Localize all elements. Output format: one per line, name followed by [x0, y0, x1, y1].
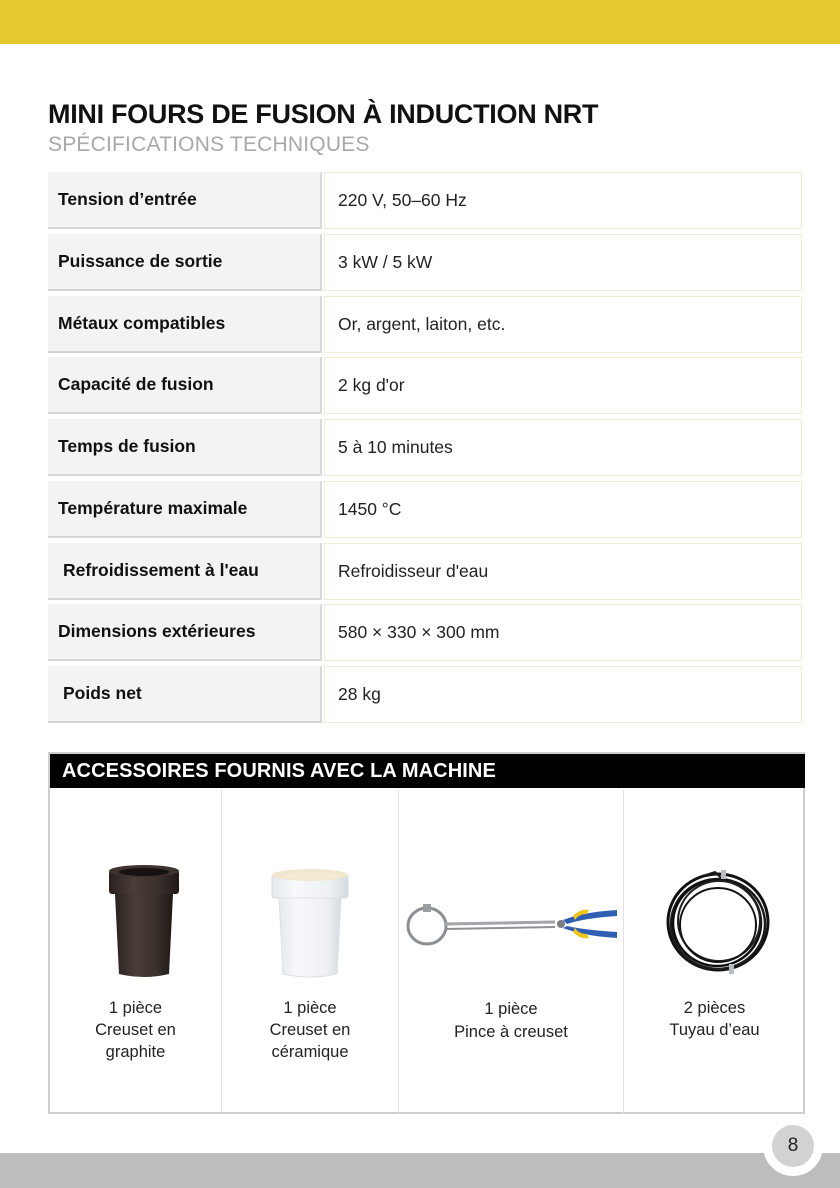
accessory-name: Creuset en	[269, 1021, 351, 1039]
accessory-quantity: 1 pièce	[283, 999, 337, 1017]
spec-value: 3 kW / 5 kW	[324, 234, 802, 291]
spec-label: Poids net	[48, 666, 320, 723]
accessory-name: céramique	[271, 1043, 349, 1061]
page-title: MINI FOURS DE FUSION À INDUCTION NRT	[48, 99, 599, 129]
spec-divider	[320, 234, 322, 291]
spec-label: Capacité de fusion	[48, 357, 320, 414]
spec-label: Température maximale	[48, 481, 320, 538]
spec-row	[48, 480, 804, 542]
accessory-item	[222, 788, 398, 1112]
accessory-quantity: 2 pièces	[683, 999, 746, 1017]
accessory-quantity: 1 pièce	[108, 999, 163, 1017]
accessory-name: Pince à creuset	[454, 1023, 568, 1041]
spec-row	[48, 665, 804, 727]
spec-row	[48, 356, 804, 418]
spec-divider	[320, 666, 322, 723]
bottom-color-band	[0, 1153, 840, 1188]
accessories-section	[48, 752, 805, 1114]
accessory-item	[624, 788, 805, 1112]
spec-row	[48, 295, 804, 357]
page-subtitle: SPÉCIFICATIONS TECHNIQUES	[48, 133, 370, 156]
spec-divider	[320, 172, 322, 229]
spec-label: Refroidissement à l'eau	[48, 543, 320, 600]
spec-row	[48, 233, 804, 295]
spec-value: Or, argent, laiton, etc.	[324, 296, 802, 353]
spec-value: 220 V, 50–60 Hz	[324, 172, 802, 229]
accessory-name: Creuset en	[95, 1021, 176, 1039]
spec-row	[48, 542, 804, 604]
specifications-table	[48, 171, 804, 727]
page-number: 8	[772, 1125, 814, 1167]
accessories-heading: ACCESSOIRES FOURNIS AVEC LA MACHINE	[50, 754, 805, 788]
spec-divider	[320, 604, 322, 661]
accessory-name: Tuyau d’eau	[669, 1021, 760, 1039]
spec-value: 5 à 10 minutes	[324, 419, 802, 476]
spec-divider	[320, 543, 322, 600]
spec-divider	[320, 357, 322, 414]
page-number-badge	[763, 1116, 823, 1176]
accessory-item	[50, 788, 221, 1112]
top-color-band	[0, 0, 840, 44]
accessory-item	[399, 788, 623, 1112]
crucible-tongs-icon	[405, 900, 623, 952]
accessory-name: graphite	[105, 1043, 166, 1061]
spec-label: Métaux compatibles	[48, 296, 320, 353]
ceramic-crucible-icon	[270, 868, 350, 980]
graphite-crucible-icon	[106, 864, 182, 980]
spec-value: 580 × 330 × 300 mm	[324, 604, 802, 661]
spec-row	[48, 418, 804, 480]
spec-label: Temps de fusion	[48, 419, 320, 476]
spec-label: Tension d’entrée	[48, 172, 320, 229]
spec-value: 28 kg	[324, 666, 802, 723]
spec-value: 2 kg d'or	[324, 357, 802, 414]
spec-label: Dimensions extérieures	[48, 604, 320, 661]
water-hose-icon	[663, 868, 773, 980]
spec-divider	[320, 481, 322, 538]
spec-divider	[320, 419, 322, 476]
spec-value: Refroidisseur d'eau	[324, 543, 802, 600]
spec-row	[48, 171, 804, 233]
spec-divider	[320, 296, 322, 353]
spec-value: 1450 °C	[324, 481, 802, 538]
accessory-quantity: 1 pièce	[484, 1000, 538, 1018]
spec-row	[48, 603, 804, 665]
spec-label: Puissance de sortie	[48, 234, 320, 291]
